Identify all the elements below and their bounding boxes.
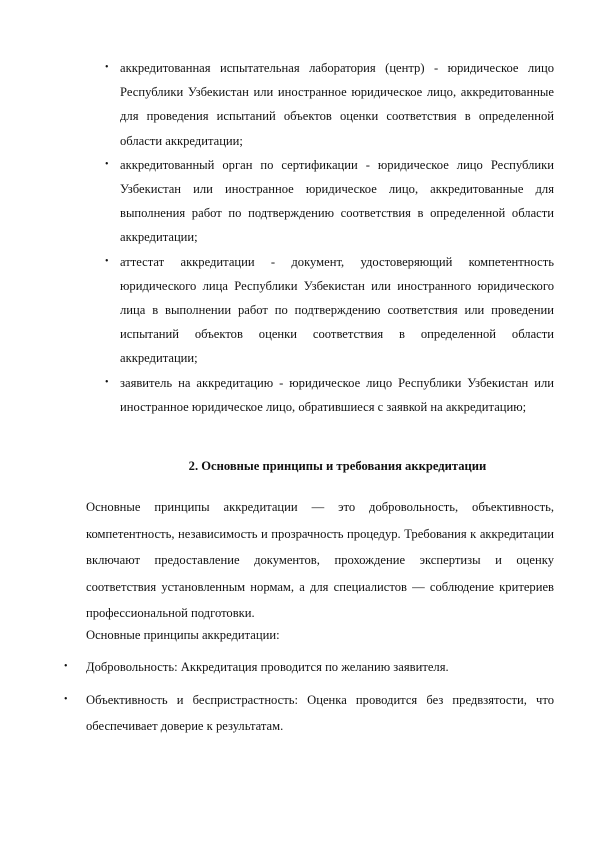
bullet-icon: • — [105, 62, 109, 73]
bullet-icon: • — [64, 693, 68, 705]
list-item — [64, 687, 554, 740]
bullet-icon: • — [105, 255, 109, 267]
main-paragraph: Основные принципы аккредитации — это добровольность, объективность, компетентность, независимость и прозрачность процедур. Требования к аккредитации включают предоставление документов, прохождение экспертизы и оценку соответствия установленным нормам, а для специалистов — соблюдение критериев профессиональной подготовки. — [86, 500, 554, 620]
section-heading: 2. Основные принципы и требования аккредитации — [188, 459, 487, 473]
bullet-icon: • — [64, 661, 68, 672]
definition-text: аттестат аккредитации - документ, удостоверяющий компетентность юридического лица Республики Узбекистан или иностранного юридического лица в выполнении работ по подтверждению соответствия или проведении испытаний объектов оценки соответствия в определенной области аккредитации; — [120, 254, 554, 366]
definition-text: заявитель на аккредитацию - юридическое лицо Республики Узбекистан или иностранное юридическое лицо, обратившиеся с заявкой на аккредитацию; — [120, 375, 554, 414]
definition-text: аккредитованный орган по сертификации - юридическое лицо Республики Узбекистан или иностранное юридическое лицо, аккредитованные для выполнения работ по подтверждению соответствия в определенной области аккредитации; — [120, 157, 554, 245]
list-item — [105, 371, 554, 419]
bullet-icon: • — [105, 158, 109, 170]
list-item — [64, 654, 554, 681]
definition-text: аккредитованная испытательная лаборатория (центр) - юридическое лицо Республики Узбекистан или иностранное юридическое лицо, аккредитованные для проведения испытаний объектов оценки соответствия в определенной области аккредитации; — [120, 61, 554, 148]
list-item — [105, 56, 554, 153]
bullet-icon: • — [105, 376, 109, 388]
list-item — [105, 153, 554, 250]
principles-list — [64, 654, 554, 746]
definitions-list — [105, 56, 554, 419]
list-item — [105, 250, 554, 371]
principle-text: Объективность и беспристрастность: Оценка проводится без предвзятости, что обеспечивает доверие к результатам. — [86, 692, 554, 733]
principle-text: Добровольность: Аккредитация проводится по желанию заявителя. — [86, 660, 449, 674]
principles-intro: Основные принципы аккредитации: — [86, 628, 280, 642]
